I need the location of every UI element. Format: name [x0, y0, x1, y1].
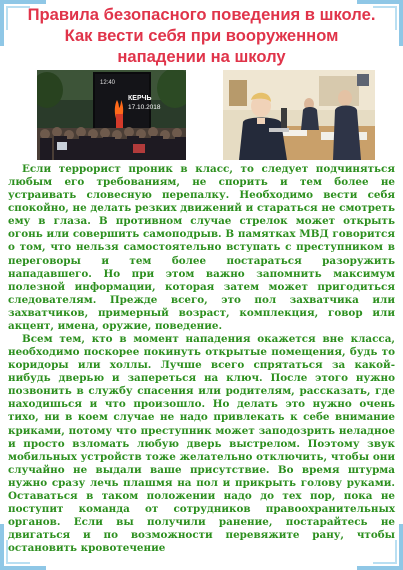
- article-text: [8, 163, 395, 555]
- memorial-clock: 12:40: [100, 80, 116, 86]
- page-title: [22, 4, 381, 67]
- memorial-photo: [37, 70, 186, 160]
- title-line-1: Правила безопасного поведения в школе.: [27, 5, 376, 24]
- memorial-date-caption: 17.10.2018: [128, 104, 161, 111]
- title-line-2: Как вести себя при вооруженном нападении на школу: [64, 26, 339, 66]
- article-paragraph: Всем тем, кто в момент нападения окажется вне класса, необходимо поскорее покинуть открытые помещения, будь то коридоры или холлы. Лучше всего спрятаться за какой-нибудь дверью и запереться на ключ. После этого нужно позвонить в службу спасения или родителям, рассказать, где находишься и что произошло. Но делать это нужно очень тихо, ни в коем случае не надо привлекать к себе внимание криками, потому что преступник может заподозрить неладное и просто взломать любую дверь выстрелом. Поэтому звук мобильных устройств тоже желательно отключить, чтобы они случайно не выдали ваше присутствие. Во время штурма нужно сразу лечь плашмя на пол и прикрыть голову руками. Оставаться в таком положении надо до тех пор, пока не поступит команда от сотрудников правоохранительных органов. Если вы получили ранение, постарайтесь не двигаться и по возможности перевяжите рану, чтобы остановить кровотечение: [8, 333, 395, 555]
- classroom-photo: [223, 70, 375, 160]
- article-paragraph: Если террорист проник в класс, то следует подчиняться любым его требованиям, не спорить и тем более не устраивать словесную перепалку. Необходимо вести себя спокойно, не делать резких движений и стараться не смотреть ему в глаза. В противном случае стрелок может открыть огонь или совершить самоподрыв. В памятках МВД говорится о том, что нельзя самостоятельно вступать с преступником в переговоры и тем более постараться разоружить нападавшего. Но при этом важно запомнить максимум полезной информации, которая затем может пригодиться следователям. Прежде всего, это пол захватчика или захватчиков, примерный возраст, комплекция, говор или акцент, имена, оружие, поведение.: [8, 163, 395, 332]
- memorial-city-caption: КЕРЧЬ: [128, 95, 152, 102]
